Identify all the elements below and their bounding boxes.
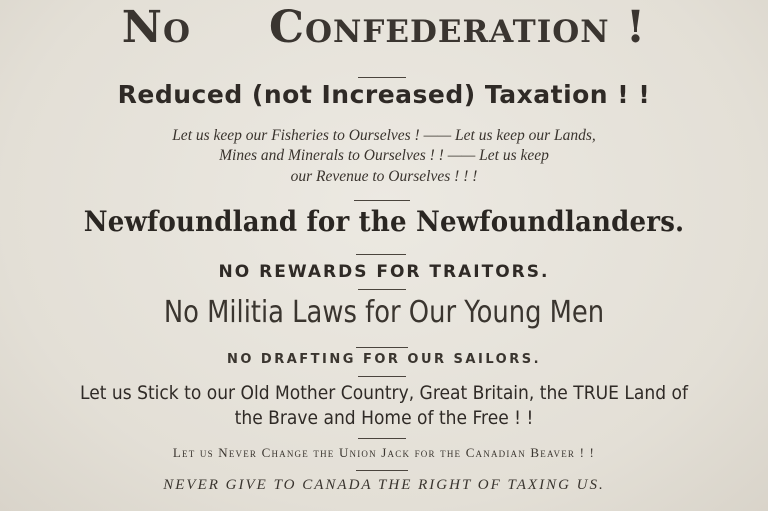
mother-country-line-1: Let us Stick to our Old Mother Country, Great Britain, the TRUE Land of: [80, 382, 688, 404]
divider-rule: [358, 376, 406, 377]
fisheries-line-2: Mines and Minerals to Ourselves ! ! —— Let us keep: [219, 147, 549, 164]
divider-rule: [354, 200, 410, 201]
poster-title: [0, 2, 768, 53]
divider-rule: [356, 347, 408, 348]
title-confederation: Confederation !: [269, 2, 647, 53]
newfoundland-slogan: Newfoundland for the Newfoundlanders.: [83, 205, 685, 238]
divider-rule: [358, 77, 406, 78]
divider-rule: [358, 438, 406, 439]
militia-slogan: No Militia Laws for Our Young Men: [163, 295, 605, 330]
taxation-heading: Reduced (not Increased) Taxation ! !: [117, 80, 651, 109]
union-jack-slogan: Let us Never Change the Union Jack for the Canadian Beaver ! !: [172, 445, 596, 460]
divider-rule: [358, 289, 406, 290]
mother-country-line-2: the Brave and Home of the Free ! !: [234, 407, 534, 429]
drafting-slogan: NO DRAFTING FOR OUR SAILORS.: [226, 352, 542, 367]
fisheries-line-3: our Revenue to Ourselves ! ! !: [290, 168, 478, 185]
divider-rule: [356, 470, 408, 471]
title-no: No: [121, 2, 192, 53]
taxing-slogan: NEVER GIVE TO CANADA THE RIGHT OF TAXING US.: [163, 477, 605, 493]
fisheries-line-1: Let us keep our Fisheries to Ourselves ! —— Let us keep our Lands,: [172, 127, 596, 144]
divider-rule: [356, 254, 406, 255]
rewards-slogan: NO REWARDS FOR TRAITORS.: [218, 262, 550, 282]
